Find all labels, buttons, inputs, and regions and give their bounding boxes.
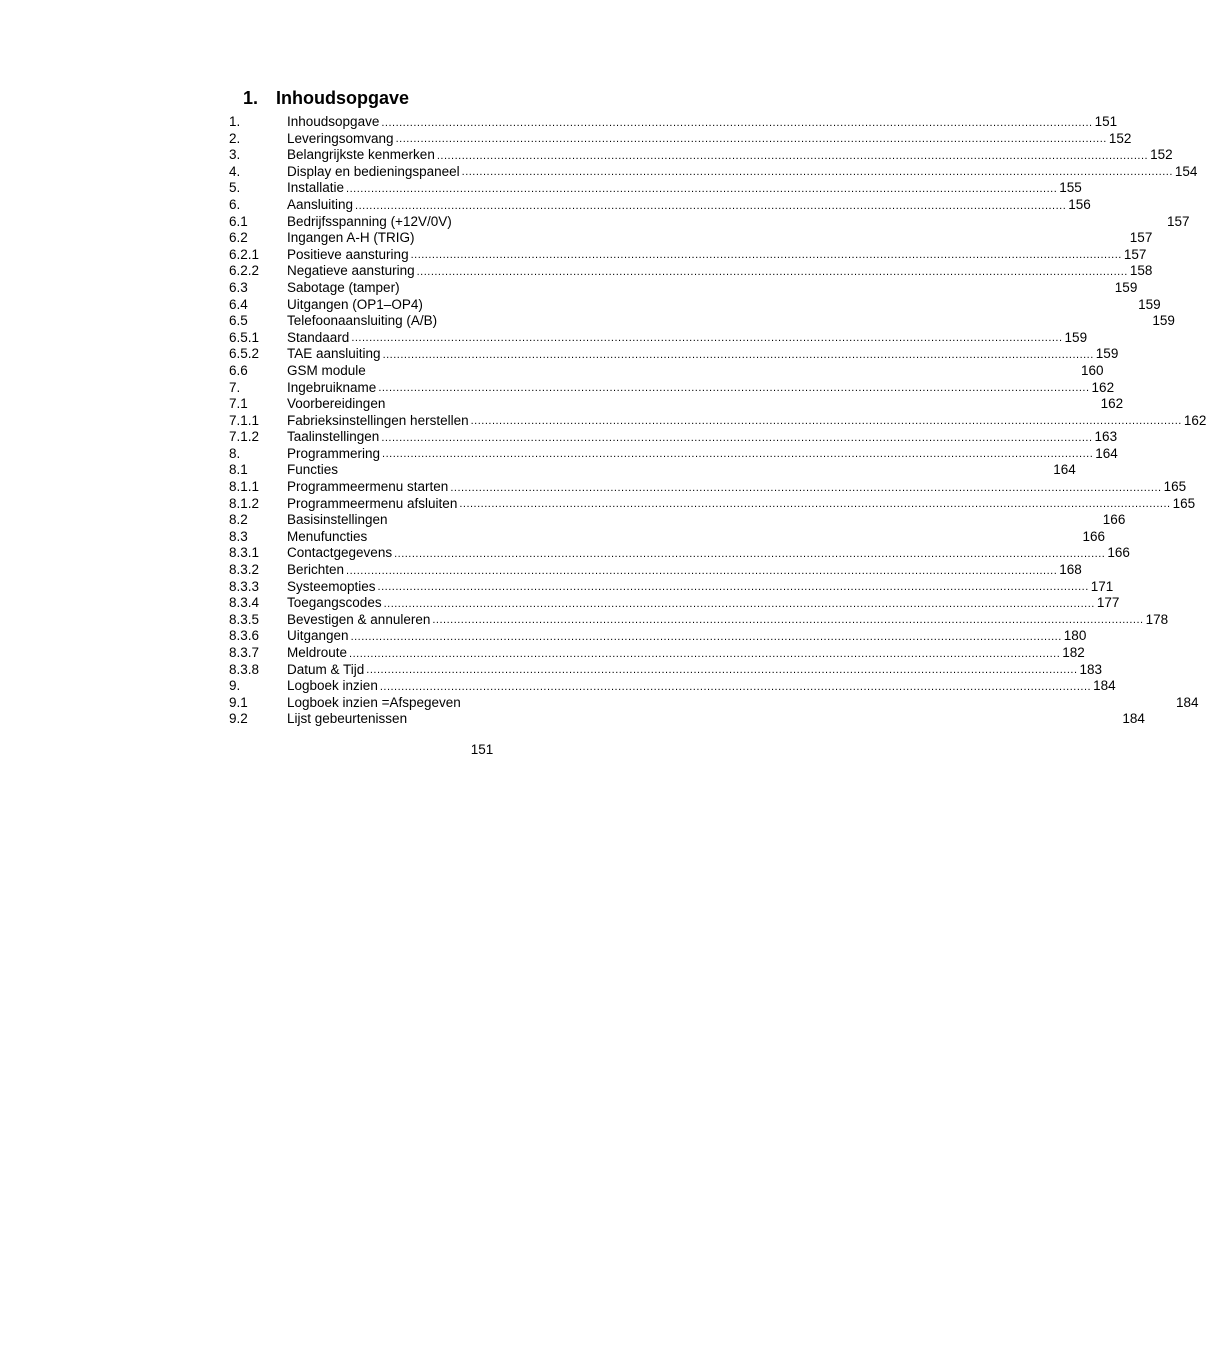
toc-entry-page: 157 xyxy=(1123,246,1147,262)
toc-entry-title: Programmeermenu afsluiten xyxy=(287,495,458,511)
toc-entry-leader: ........................................................................................................................................................................................................ xyxy=(394,548,1106,561)
toc-entry-number: 8.1 xyxy=(229,462,248,478)
toc-entry-leader: ........................................................................................................................................................................................................ xyxy=(350,631,1062,643)
toc-entry-number: 8.3.1 xyxy=(229,545,260,561)
toc-entry-number: 6.5.1 xyxy=(229,329,260,345)
toc-entry-page: 162 xyxy=(1183,412,1206,428)
toc-entry[interactable] xyxy=(229,263,1153,280)
toc-entry-title: Telefoonaansluiting (A/B) xyxy=(287,313,438,329)
toc-entry-leader: ........................................................................................................................................................................................................ xyxy=(436,149,1149,162)
toc-entry-number: 6.4 xyxy=(229,296,248,312)
toc-entry-leader: ........................................................................................................................................................................................................ xyxy=(470,415,1182,428)
toc-entry-number: 8.3.8 xyxy=(229,661,260,677)
toc-entry-page: 151 xyxy=(1094,114,1118,129)
toc-entry-leader: ........................................................................................................................................................................................................ xyxy=(379,680,1092,693)
toc-entry-leader: ........................................................................................................................................................................................................ xyxy=(450,481,1162,494)
toc-entry-title: Installatie xyxy=(287,180,345,196)
toc-entry-page: 166 xyxy=(1107,545,1130,561)
toc-entry-number: 8.1.2 xyxy=(229,495,260,511)
toc-entry-page: 183 xyxy=(1079,661,1103,677)
toc-entry-page: 160 xyxy=(1081,362,1104,378)
toc-entry-number: 8.3.6 xyxy=(229,628,260,644)
toc-entry[interactable] xyxy=(229,130,1132,148)
toc-entry-number: 6. xyxy=(229,196,241,212)
toc-entry-number: 8. xyxy=(229,445,241,461)
toc-entry[interactable] xyxy=(229,645,1085,662)
toc-entry-page: 159 xyxy=(1114,279,1138,295)
toc-entry-page: 154 xyxy=(1174,163,1198,179)
toc-entry-title: Lijst gebeurtenissen xyxy=(287,711,408,727)
toc-entry-title: TAE aansluiting xyxy=(287,346,381,362)
toc-entry-number: 6.1 xyxy=(229,213,248,229)
toc-entry-number: 4. xyxy=(229,163,241,179)
toc-heading-title: Inhoudsopgave xyxy=(276,88,410,108)
toc-entry-number: 9. xyxy=(229,678,241,694)
toc-entry-title: Uitgangen xyxy=(287,628,349,644)
toc-entry-page: 159 xyxy=(1138,296,1161,312)
toc-heading xyxy=(243,86,409,110)
toc-entry-number: 7.1.2 xyxy=(229,429,260,445)
toc-entry-leader: ........................................................................................................................................................................................................ xyxy=(346,564,1058,577)
toc-entry[interactable] xyxy=(229,163,1198,181)
toc-entry[interactable] xyxy=(229,479,1187,496)
toc-entry-title: Taalinstellingen xyxy=(287,429,380,445)
toc-entry-leader: ........................................................................................................................................................................................................ xyxy=(377,581,1089,594)
toc-entry-page: 159 xyxy=(1095,346,1119,362)
toc-entry-number: 6.2.1 xyxy=(229,246,260,262)
toc-entry-number: 6.5.2 xyxy=(229,346,260,362)
toc-entry-page: 168 xyxy=(1059,562,1082,578)
toc-entry-title: Fabrieksinstellingen herstellen xyxy=(287,412,469,428)
toc-entry-number: 9.2 xyxy=(229,711,248,727)
toc-entry-title: Voorbereidingen xyxy=(287,396,386,412)
toc-entry-page: 165 xyxy=(1163,479,1187,495)
toc-entry[interactable] xyxy=(229,279,1138,297)
toc-entry-number: 8.3.5 xyxy=(229,611,260,627)
toc-entry-title: Uitgangen (OP1–OP4) xyxy=(287,296,423,312)
toc-entry-number: 5. xyxy=(229,180,241,196)
toc-entry-number: 7.1.1 xyxy=(229,412,260,428)
toc-entry-leader: ........................................................................................................................................................................................................ xyxy=(416,265,1128,278)
toc-entry-page: 162 xyxy=(1100,396,1124,412)
toc-entry[interactable] xyxy=(229,578,1114,596)
toc-entry-page: 157 xyxy=(1129,230,1153,246)
toc-entry[interactable] xyxy=(229,694,1199,712)
toc-heading-number: 1. xyxy=(243,88,259,108)
toc-entry[interactable] xyxy=(229,213,1190,231)
toc-entry-number: 9.1 xyxy=(229,694,248,710)
toc-entry-number: 6.6 xyxy=(229,362,248,378)
toc-entry[interactable] xyxy=(229,512,1126,529)
toc-entry-number: 6.2.2 xyxy=(229,263,260,279)
toc-entry[interactable] xyxy=(229,230,1153,247)
page-number: 151 xyxy=(470,742,494,757)
toc-entry-leader: ........................................................................................................................................................................................................ xyxy=(459,498,1171,511)
toc-entry-page: 152 xyxy=(1108,130,1132,146)
toc-entry-leader: ........................................................................................................................................................................................................ xyxy=(349,647,1061,660)
toc-entry-number: 6.3 xyxy=(229,279,248,295)
toc-entry[interactable] xyxy=(229,562,1082,579)
toc-entry[interactable] xyxy=(229,114,1118,131)
toc-entry-leader: ........................................................................................................................................................................................................ xyxy=(395,133,1107,146)
toc-entry-page: 159 xyxy=(1152,313,1175,329)
toc-entry[interactable] xyxy=(229,678,1116,695)
toc-entry-number: 6.5 xyxy=(229,313,248,329)
toc-entry-title: Meldroute xyxy=(287,645,348,660)
toc-entry-page: 178 xyxy=(1145,611,1169,627)
toc-entry[interactable] xyxy=(229,180,1082,197)
toc-entry-number: 8.2 xyxy=(229,512,248,528)
toc-entry-title: Basisinstellingen xyxy=(287,512,388,528)
toc-entry[interactable] xyxy=(229,528,1106,546)
toc-entry-title: Aansluiting xyxy=(287,196,354,212)
toc-entry-page: 155 xyxy=(1059,180,1082,196)
toc-entry-page: 157 xyxy=(1166,213,1190,229)
toc-entry[interactable] xyxy=(229,429,1118,446)
toc-entry-title: Logboek inzien =Afspegeven xyxy=(287,694,461,710)
toc-entry-page: 184 xyxy=(1122,711,1145,727)
toc-entry-title: GSM module xyxy=(287,362,366,378)
toc-entry-title: Logboek inzien xyxy=(287,678,378,694)
toc-entry-number: 7. xyxy=(229,379,241,395)
toc-entry-leader: ........................................................................................................................................................................................................ xyxy=(382,448,1094,461)
toc-entry[interactable] xyxy=(229,246,1147,264)
toc-entry-title: Menufuncties xyxy=(287,528,368,544)
toc-entry[interactable] xyxy=(229,362,1104,380)
toc-entry-page: 165 xyxy=(1172,495,1196,511)
toc-entry-title: Berichten xyxy=(287,562,345,578)
table-of-contents xyxy=(229,114,1206,728)
toc-entry-title: Ingebruikname xyxy=(287,379,377,395)
toc-entry[interactable] xyxy=(229,412,1206,430)
toc-entry-page: 156 xyxy=(1068,196,1091,212)
toc-entry[interactable] xyxy=(229,445,1118,463)
toc-entry[interactable] xyxy=(229,462,1076,479)
toc-entry[interactable] xyxy=(229,329,1088,347)
toc-entry-title: Positieve aansturing xyxy=(287,246,409,262)
toc-entry-title: Ingangen A-H (TRIG) xyxy=(287,230,415,246)
toc-entry-title: Negatieve aansturing xyxy=(287,263,415,279)
toc-entry-page: 158 xyxy=(1129,263,1153,279)
toc-entry-title: Systeemopties xyxy=(287,578,376,594)
toc-entry[interactable] xyxy=(229,396,1124,413)
toc-entry[interactable] xyxy=(229,379,1115,397)
toc-entry-leader: ........................................................................................................................................................................................................ xyxy=(461,166,1173,179)
toc-entry-leader: ........................................................................................................................................................................................................ xyxy=(432,614,1144,627)
toc-entry-page: 166 xyxy=(1102,512,1126,528)
toc-entry-number: 7.1 xyxy=(229,396,248,412)
toc-entry-number: 6.2 xyxy=(229,230,248,246)
toc-entry-leader: ........................................................................................................................................................................................................ xyxy=(381,431,1093,444)
toc-entry-title: Standaard xyxy=(287,329,350,345)
toc-entry-title: Belangrijkste kenmerken xyxy=(287,147,435,163)
toc-entry-leader: ........................................................................................................................................................................................................ xyxy=(346,182,1058,195)
toc-entry-page: 180 xyxy=(1063,628,1087,644)
toc-entry-page: 182 xyxy=(1062,645,1085,660)
toc-entry-page: 184 xyxy=(1093,678,1116,694)
toc-entry-page: 171 xyxy=(1090,578,1114,594)
toc-entry-number: 8.3.4 xyxy=(229,595,260,611)
toc-entry-leader: ........................................................................................................................................................................................................ xyxy=(366,664,1078,677)
toc-entry-title: Inhoudsopgave xyxy=(287,114,380,129)
toc-entry-page: 159 xyxy=(1064,329,1088,345)
toc-entry-title: Toegangscodes xyxy=(287,595,382,611)
toc-entry-page: 177 xyxy=(1096,595,1120,611)
toc-entry-leader: ........................................................................................................................................................................................................ xyxy=(351,332,1063,345)
toc-entry-title: Datum & Tijd xyxy=(287,661,365,677)
toc-entry-title: Bedrijfsspanning (+12V/0V) xyxy=(287,213,452,229)
toc-entry-title: Functies xyxy=(287,462,339,478)
toc-entry-page: 162 xyxy=(1091,379,1115,395)
toc-entry[interactable] xyxy=(229,495,1196,513)
toc-entry[interactable] xyxy=(229,313,1175,330)
toc-entry[interactable] xyxy=(229,196,1091,214)
toc-entry-leader: ........................................................................................................................................................................................................ xyxy=(355,199,1067,212)
toc-entry-page: 163 xyxy=(1094,429,1118,445)
toc-entry-number: 8.3 xyxy=(229,528,248,544)
toc-entry-number: 3. xyxy=(229,147,241,163)
toc-entry[interactable] xyxy=(229,545,1130,562)
toc-entry-page: 152 xyxy=(1150,147,1173,163)
toc-entry-number: 1. xyxy=(229,114,241,129)
toc-entry-title: Programmering xyxy=(287,445,381,461)
toc-entry-title: Display en bedieningspaneel xyxy=(287,163,460,179)
toc-entry-title: Bevestigen & annuleren xyxy=(287,611,431,627)
toc-entry-number: 2. xyxy=(229,130,241,146)
toc-entry-page: 164 xyxy=(1053,462,1076,478)
toc-entry[interactable] xyxy=(229,595,1120,612)
toc-entry-number: 8.3.3 xyxy=(229,578,260,594)
toc-entry-leader: ........................................................................................................................................................................................................ xyxy=(410,249,1122,262)
toc-entry-number: 8.3.2 xyxy=(229,562,260,578)
toc-entry[interactable] xyxy=(229,628,1087,645)
toc-entry-leader: ........................................................................................................................................................................................................ xyxy=(381,116,1093,129)
toc-entry[interactable] xyxy=(229,296,1161,314)
toc-entry-number: 8.1.1 xyxy=(229,479,260,495)
toc-entry-title: Contactgegevens xyxy=(287,545,393,561)
toc-entry-leader: ........................................................................................................................................................................................................ xyxy=(383,597,1095,610)
toc-entry[interactable] xyxy=(229,346,1119,363)
toc-entry[interactable] xyxy=(229,611,1169,629)
toc-entry-leader: ........................................................................................................................................................................................................ xyxy=(378,382,1090,395)
toc-entry-page: 166 xyxy=(1082,528,1106,544)
toc-entry[interactable] xyxy=(229,147,1173,164)
toc-entry-title: Programmeermenu starten xyxy=(287,479,449,495)
toc-entry-page: 184 xyxy=(1176,694,1199,710)
toc-entry-title: Sabotage (tamper) xyxy=(287,279,400,295)
toc-entry-number: 8.3.7 xyxy=(229,645,260,660)
toc-entry[interactable] xyxy=(229,711,1145,728)
toc-entry-page: 164 xyxy=(1095,445,1118,461)
toc-entry-title: Leveringsomvang xyxy=(287,130,394,146)
toc-entry[interactable] xyxy=(229,661,1103,679)
toc-entry-leader: ........................................................................................................................................................................................................ xyxy=(382,348,1094,361)
